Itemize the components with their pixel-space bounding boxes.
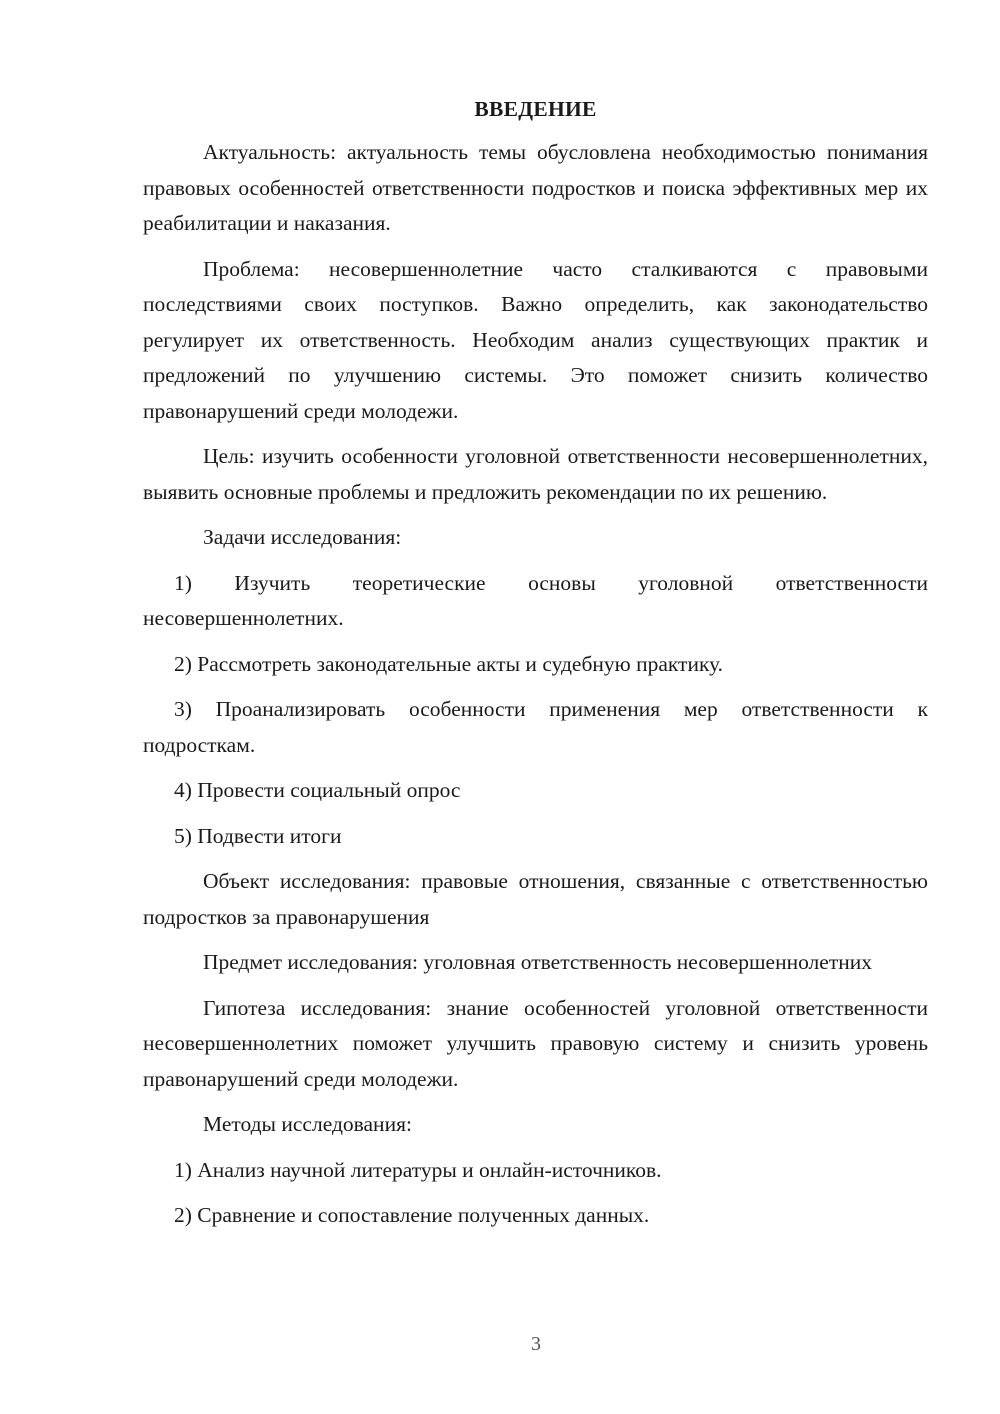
method-item: 2) Сравнение и сопоставление полученных данных. [174,1203,650,1227]
page-number: 3 [531,1333,541,1355]
hypothesis-paragraph: Гипотеза исследования: знание особенностей уголовной ответственности несовершеннолетних поможет улучшить правовую систему и снизить уровень правонарушений среди молодежи. [143,995,928,1091]
problem-paragraph: Проблема: несовершеннолетние часто сталкиваются с правовыми последствиями своих поступков. Важно определить, как законодательство регулирует их ответственность. Необходим анализ существующих практик и предложений по улучшению системы. Это поможет снизить количество правонарушений среди молодежи. [143,256,928,423]
subject-paragraph: Предмет исследования: уголовная ответственность несовершеннолетних [203,950,872,974]
relevance-paragraph: Актуальность: актуальность темы обусловлена необходимостью понимания правовых особенностей ответственности подростков и поиска эффективных мер их реабилитации и наказания. [143,140,928,235]
method-item: 1) Анализ научной литературы и онлайн-источников. [174,1157,662,1182]
methods-heading: Методы исследования: [203,1112,412,1136]
task-item: 2) Рассмотреть законодательные акты и судебную практику. [174,651,724,676]
object-paragraph: Объект исследования: правовые отношения, связанные с ответственностью подростков за правонарушения [143,869,928,929]
tasks-heading: Задачи исследования: [203,525,402,549]
task-item: 1) Изучить теоретические основы уголовной ответственности несовершеннолетних. [143,570,928,630]
goal-paragraph: Цель: изучить особенности уголовной ответственности несовершеннолетних, выявить основные проблемы и предложить рекомендации по их решению. [143,444,928,504]
page-title: ВВЕДЕНИЕ [474,97,597,121]
document-body [143,92,928,1244]
task-item: 4) Провести социальный опрос [174,778,461,802]
task-item: 5) Подвести итоги [174,823,342,848]
task-item: 3) Проанализировать особенности применения мер ответственности к подросткам. [143,697,928,757]
